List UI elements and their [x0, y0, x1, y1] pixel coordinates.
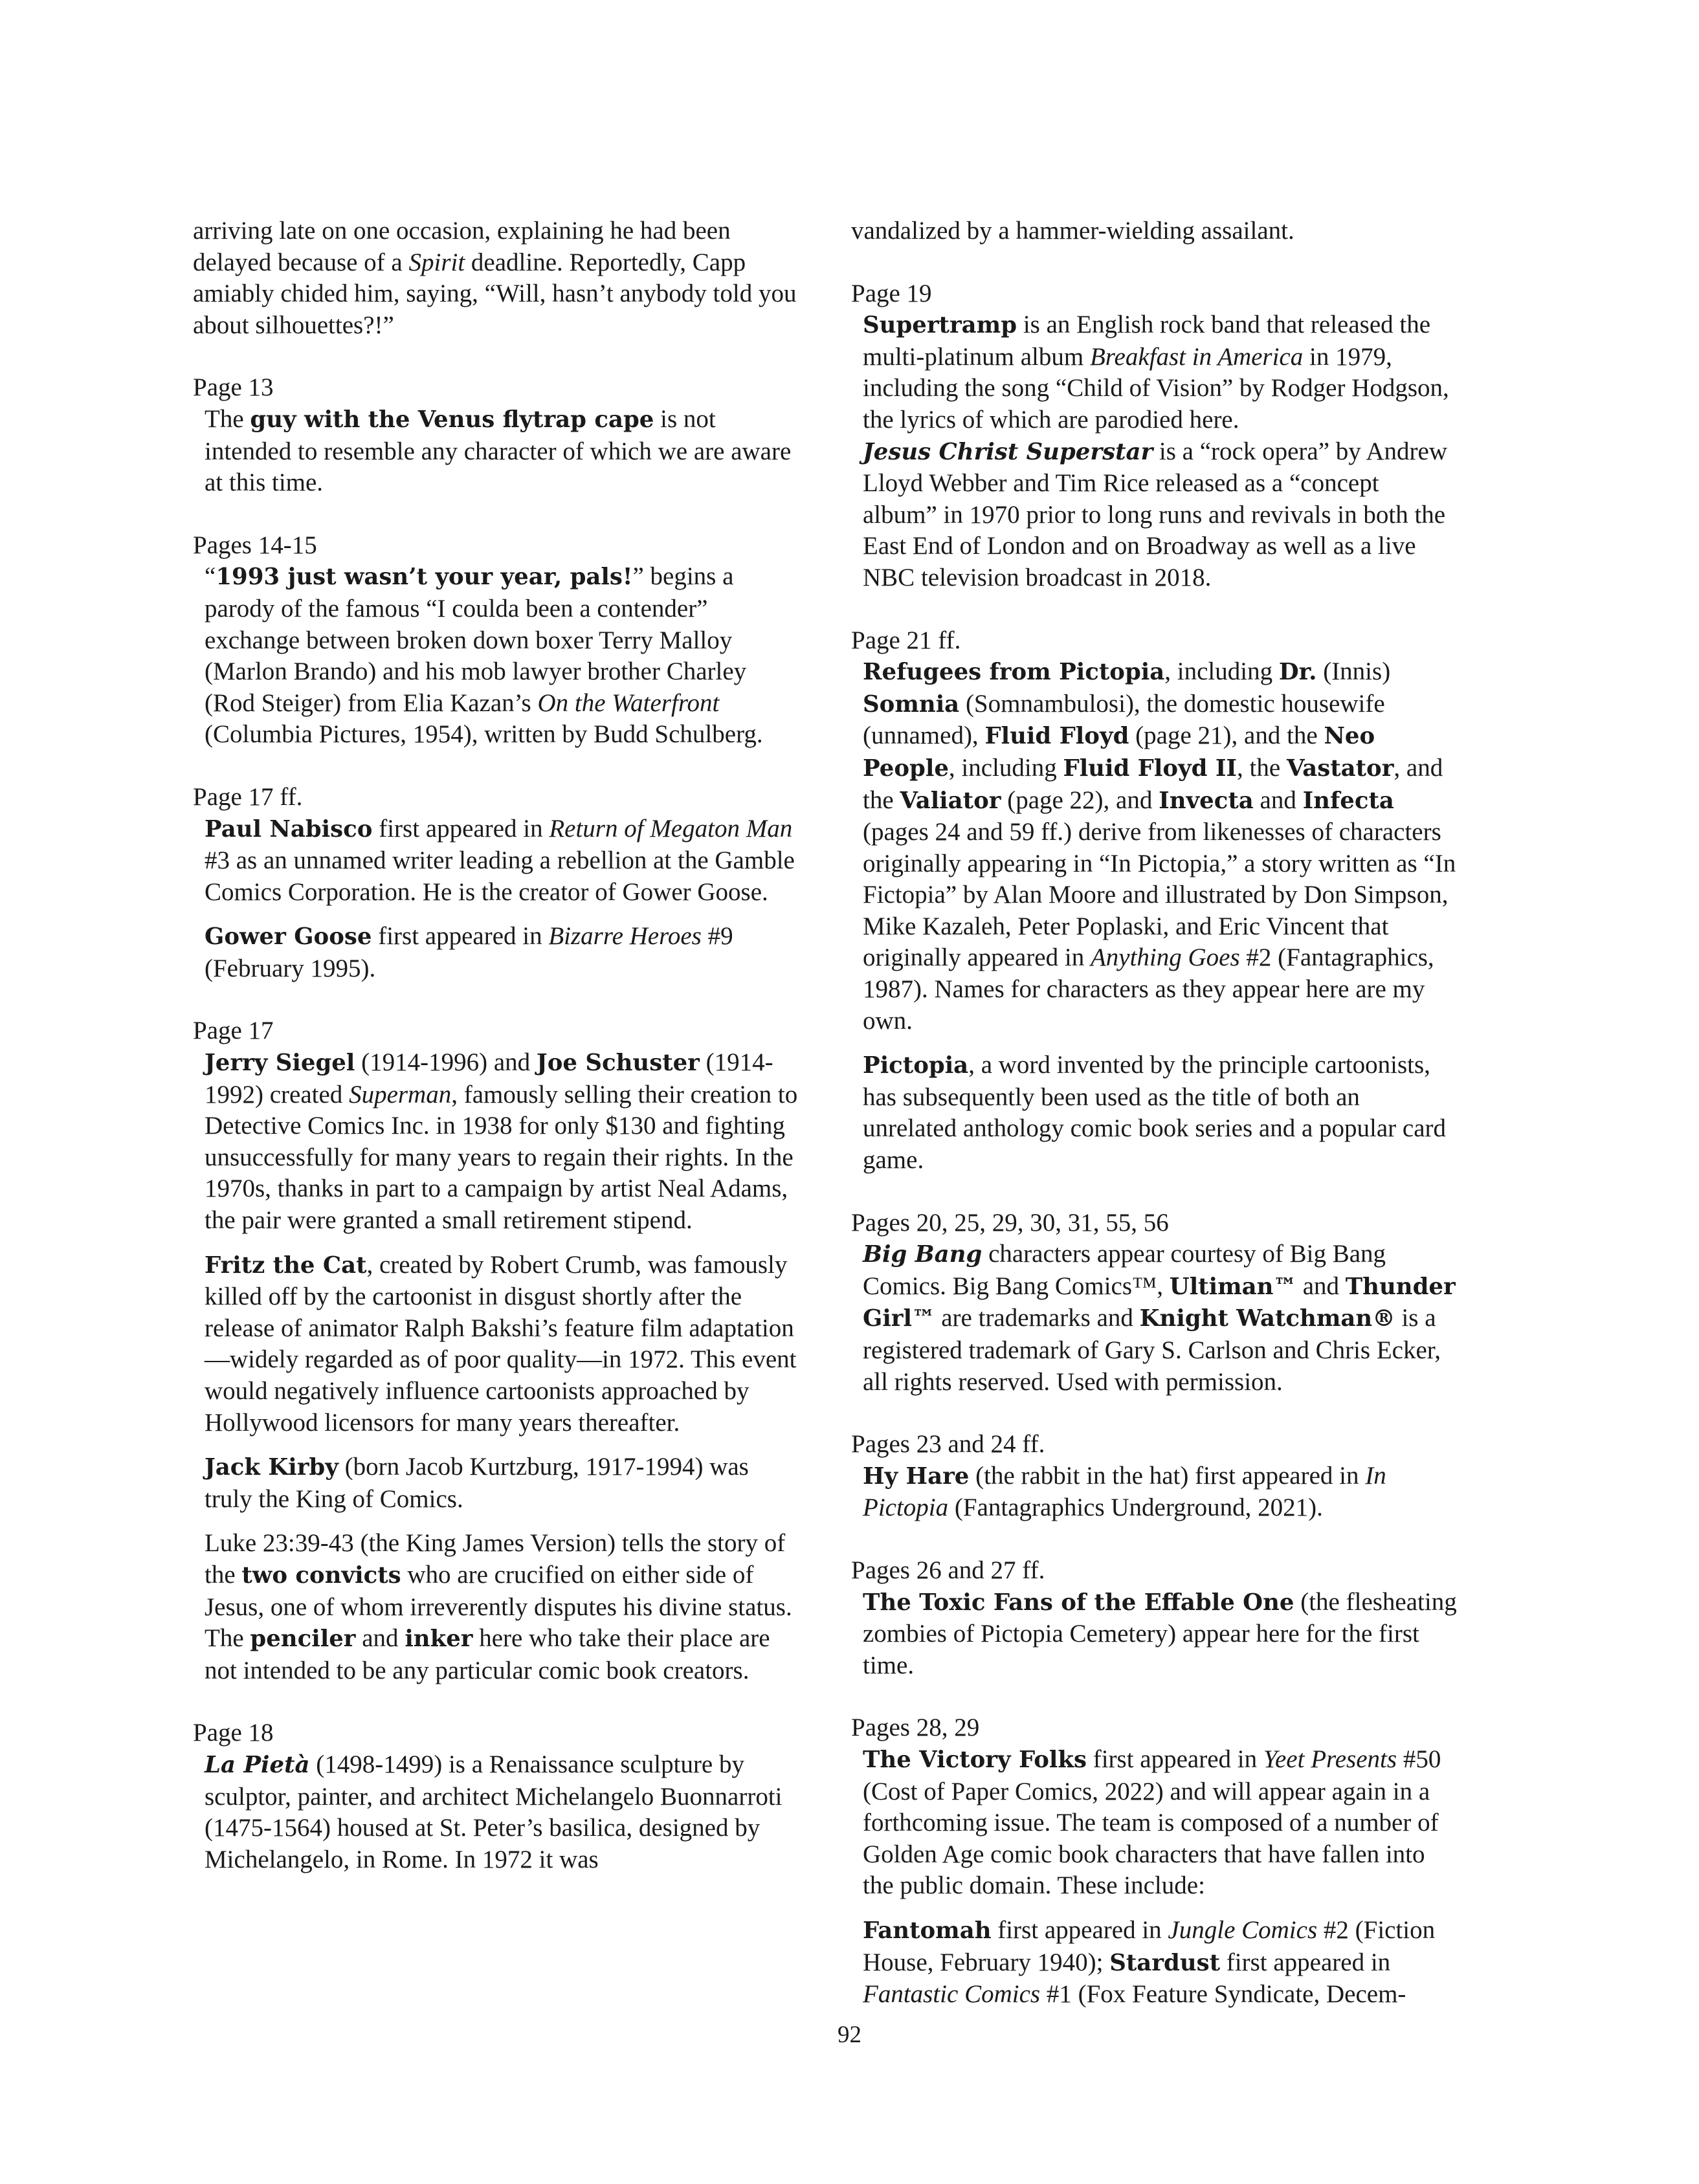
- entry-paragraph: Big Bang characters appear courtesy of Big Bang Comics. Big Bang Comics™, Ultiman™ and Thunder Girl™ are trademarks and Knight Watchman® is a registered trademark of Gary S. Carlson and Chris Ecker, all rights reserved. Used with permission.: [863, 1240, 1456, 1396]
- entry-paragraph: The Victory Folks first appeared in Yeet Presents #50 (Cost of Paper Comics, 2022) and will appear again in a forthcoming issue. The team is composed of a number of Golden Age comic book characters that have fallen into the public domain. These include:: [863, 1745, 1441, 1900]
- note-entry: [193, 372, 801, 498]
- entry-heading: Page 13: [193, 373, 274, 402]
- entry-heading: Pages 26 and 27 ff.: [851, 1556, 1045, 1584]
- note-entry: [851, 278, 1460, 594]
- note-entry: [851, 1429, 1460, 1524]
- entry-heading: Page 19: [851, 279, 932, 307]
- entry-heading: Pages 28, 29: [851, 1714, 980, 1742]
- entry-heading: Pages 14-15: [193, 531, 317, 559]
- entry-paragraph: Paul Nabisco first appeared in Return of Megaton Man #3 as an unnamed writer leading a rebellion at the Gamble Comics Corporation. He is the creator of Gower Goose.: [205, 814, 795, 906]
- continued-paragraph: vandalized by a hammer-wielding assailant.: [851, 217, 1294, 245]
- entry-paragraph: Pictopia, a word invented by the principle cartoonists, has subsequently been used as the title of both an unrelated anthology comic book series and a popular card game.: [863, 1051, 1447, 1175]
- note-entry: [851, 625, 1460, 1176]
- entry-paragraph: The Toxic Fans of the Effable One (the flesheating zombies of Pictopia Cemetery) appear here for the first time.: [863, 1587, 1457, 1679]
- left-column: [193, 215, 801, 1906]
- entry-paragraph: Jack Kirby (born Jacob Kurtzburg, 1917-1994) was truly the King of Comics.: [205, 1453, 749, 1513]
- entry-heading: Page 18: [193, 1719, 274, 1747]
- entry-paragraph: Refugees from Pictopia, including Dr. (Innis) Somnia (Somnambulosi), the domestic housewife (unnamed), Fluid Floyd (page 21), and the Neo People, including Fluid Floyd II, the Vastator, and the Valiator (page 22), and Invecta and Infecta (pages 24 and 59 ff.) derive from likenesses of characters originally appearing in “In Pictopia,” a story written as “In Fictopia” by Alan Moore and illustrated by Don Simpson, Mike Kazaleh, Peter Poplaski, and Eric Vincent that originally appeared in Anything Goes #2 (Fantagraphics, 1987). Names for characters as they appear here are my own.: [863, 657, 1456, 1035]
- entry-paragraph: Supertramp is an English rock band that released the multi-platinum album Breakfast in America in 1979, including the song “Child of Vision” by Rodger Hodgson, the lyrics of which are parodied here.: [863, 311, 1449, 434]
- note-entry: [851, 1208, 1460, 1398]
- entry-paragraph: La Pietà (1498-1499) is a Renaissance sculpture by sculptor, painter, and architect Michelangelo Buonnarroti (1475-1564) housed at St. Peter’s basilica, designed by Michelangelo, in Rome. In 1972 it was: [205, 1750, 783, 1873]
- entry-heading: Page 21 ff.: [851, 626, 961, 654]
- entry-paragraph: “1993 just wasn’t your year, pals!” begins a parody of the famous “I coulda been a contender” exchange between broken down boxer Terry Malloy (Marlon Brando) and his mob lawyer brother Charley (Rod Steiger) from Elia Kazan’s On the Waterfront (Columbia Pictures, 1954), written by Budd Schulberg.: [205, 562, 763, 749]
- note-entry: [193, 1717, 801, 1875]
- entry-paragraph: Fritz the Cat, created by Robert Crumb, was famously killed off by the cartoonist in disgust shortly after the release of animator Ralph Bakshi’s feature film adaptation—widely regarded as of poor quality—in 1972. This event would negatively influence cartoonists approached by Hollywood licensors for many years thereafter.: [205, 1250, 797, 1437]
- entry-heading: Page 17: [193, 1017, 274, 1045]
- entry-paragraph: Jerry Siegel (1914-1996) and Joe Schuster (1914-1992) created Superman, famously selling their creation to Detective Comics Inc. in 1938 for only $130 and fighting unsuccessfully for many years to regain their rights. In the 1970s, thanks in part to a campaign by artist Neal Adams, the pair were granted a small retirement stipend.: [205, 1048, 798, 1235]
- entry-paragraph: Hy Hare (the rabbit in the hat) first appeared in In Pictopia (Fantagraphics Underground, 2021).: [863, 1461, 1386, 1522]
- note-entry: [851, 1555, 1460, 1681]
- entry-heading: Page 17 ff.: [193, 782, 303, 811]
- entry-paragraph: The guy with the Venus flytrap cape is not intended to resemble any character of which we are aware at this time.: [205, 404, 792, 497]
- continued-paragraph: arriving late on one occasion, explaining he had been delayed because of a Spirit deadline. Reportedly, Capp amiably chided him, saying, “Will, hasn’t anybody told you about silhouettes?!”: [193, 217, 797, 339]
- entry-heading: Pages 20, 25, 29, 30, 31, 55, 56: [851, 1208, 1169, 1237]
- note-entry: [193, 782, 801, 985]
- entry-paragraph: Luke 23:39-43 (the King James Version) tells the story of the two convicts who are crucified on either side of Jesus, one of whom irreverently disputes his divine status. The penciler and inker here who take their place are not intended to be any particular comic book creators.: [205, 1529, 792, 1684]
- entry-paragraph: Gower Goose first appeared in Bizarre Heroes #9 (February 1995).: [205, 922, 733, 982]
- page-number: 92: [838, 2022, 861, 2048]
- entry-heading: Pages 23 and 24 ff.: [851, 1430, 1045, 1459]
- note-entry: [193, 530, 801, 751]
- right-column: [851, 215, 1460, 2042]
- entry-paragraph: Jesus Christ Superstar is a “rock opera” by Andrew Lloyd Webber and Tim Rice released as a “concept album” in 1970 prior to long runs and revivals in both the East End of London and on Broadway as well as a live NBC television broadcast in 2018.: [863, 437, 1447, 591]
- entry-paragraph: Fantomah first appeared in Jungle Comics #2 (Fiction House, February 1940); Stardust first appeared in Fantastic Comics #1 (Fox Feature Syndicate, Decem-: [863, 1915, 1436, 2009]
- note-entry: [193, 1015, 801, 1686]
- note-entry: [851, 1712, 1460, 2010]
